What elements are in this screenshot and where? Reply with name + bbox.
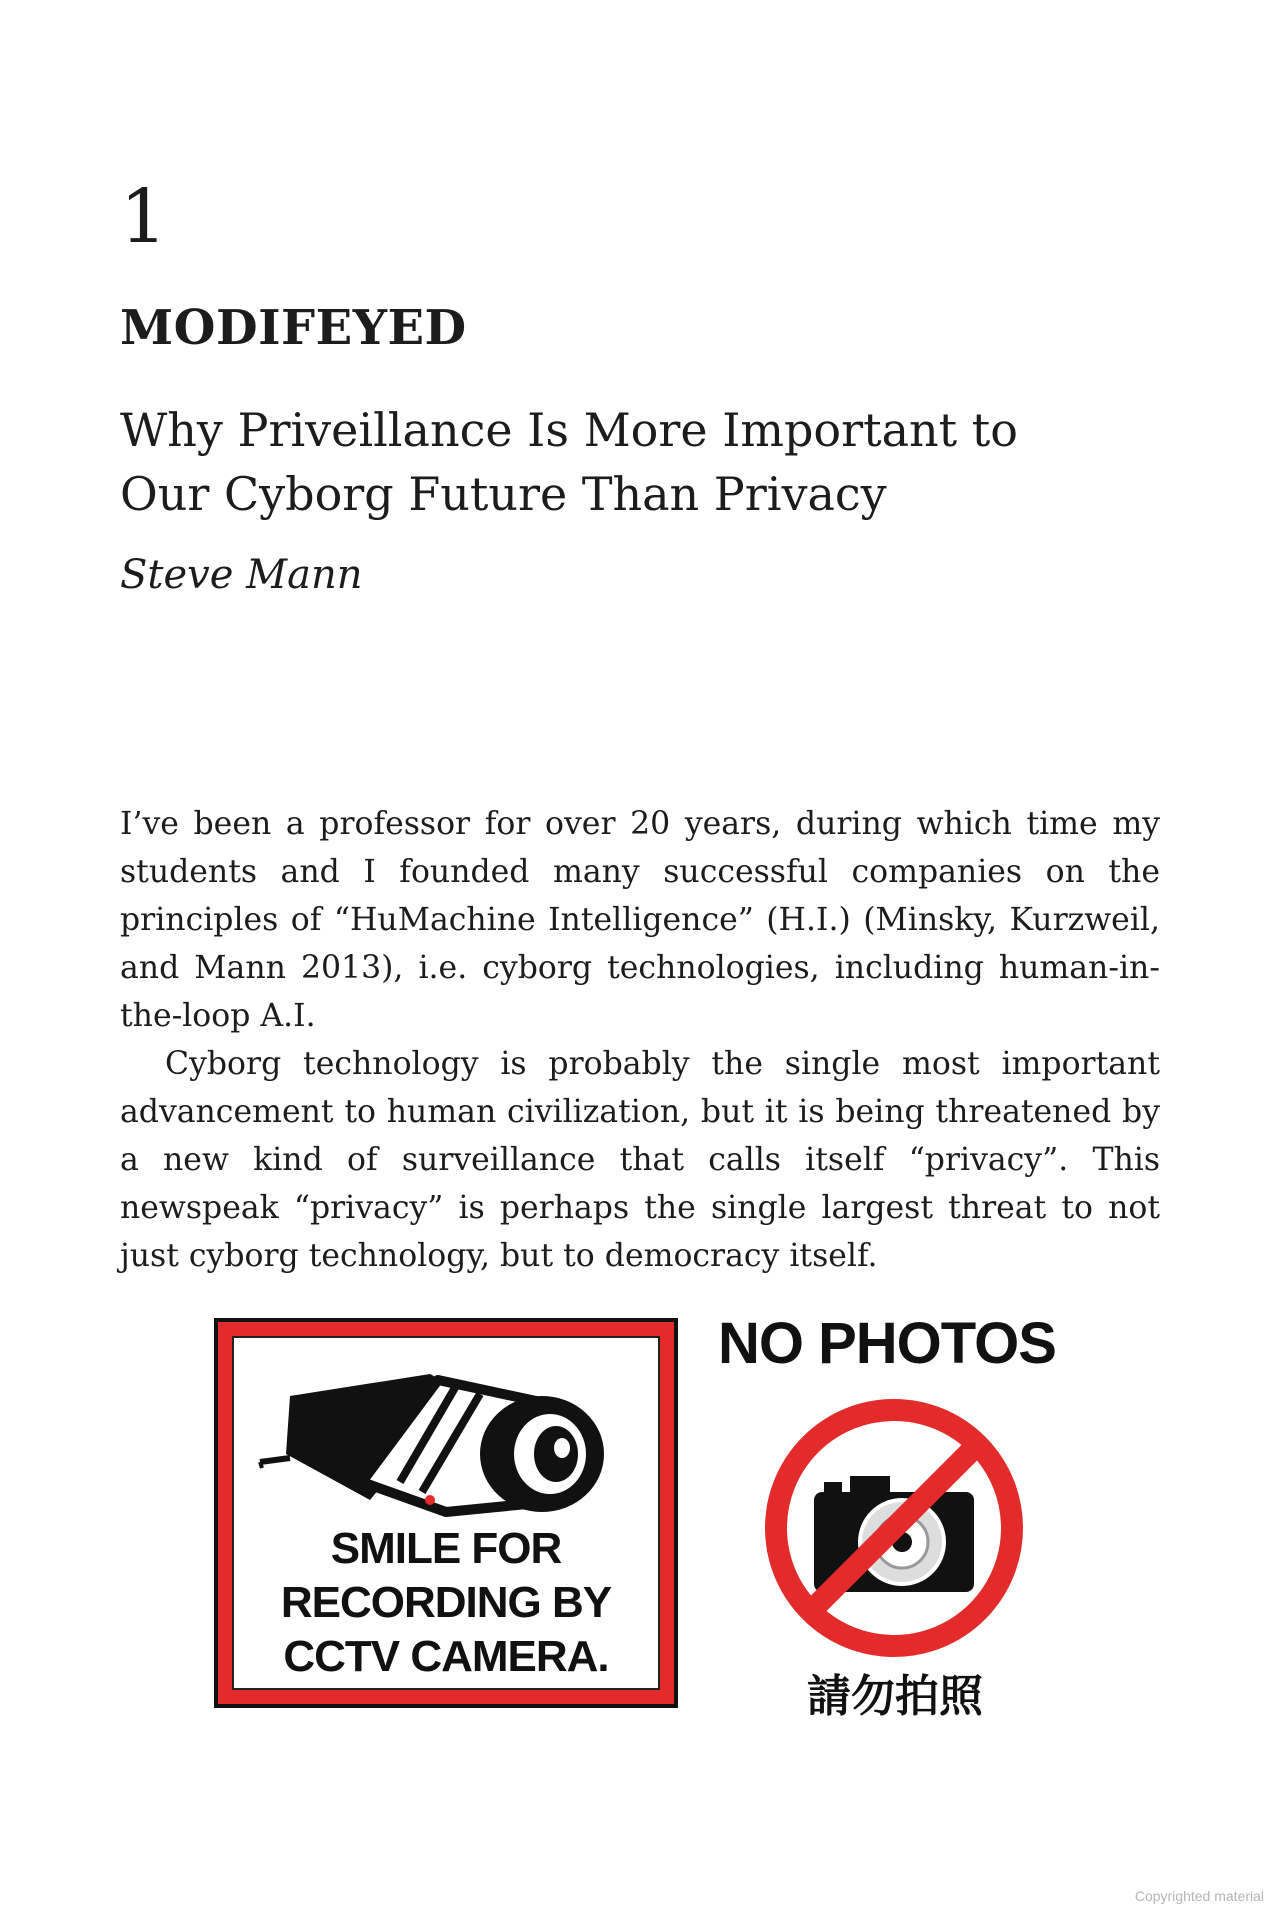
cctv-sign-line: RECORDING BY <box>280 1578 612 1627</box>
cctv-camera-icon <box>250 1350 660 1520</box>
body-text <box>120 800 1160 1280</box>
no-camera-icon <box>762 1396 1026 1660</box>
chapter-number: 1 <box>120 174 168 260</box>
copyright-watermark: Copyrighted material <box>1134 1888 1264 1904</box>
chapter-title: MODIFEYED <box>120 300 467 356</box>
cctv-sign-text <box>234 1522 658 1684</box>
paragraph-1: I’ve been a professor for over 20 years, during which time my students and I founded many successful companies on the principles of “HuMachine Intelligence” (H.I.) (Minsky, Kurzweil, and Mann 2013), i.e. cyborg technologies, including human-in-the-loop A.I. <box>120 806 1160 1034</box>
cctv-sign-line: SMILE FOR <box>330 1524 562 1573</box>
chapter-subtitle: Why Priveillance Is More Important to Our Cyborg Future Than Privacy <box>120 403 1018 521</box>
cctv-sign-image <box>214 1318 678 1708</box>
cctv-sign-line: CCTV CAMERA. <box>283 1632 609 1681</box>
cctv-sign-panel <box>232 1336 660 1690</box>
author-name: Steve Mann <box>120 552 363 598</box>
no-photos-title: NO PHOTOS <box>718 1311 1056 1376</box>
no-photos-chinese-text: 請勿拍照 <box>807 1671 983 1722</box>
paragraph-2: Cyborg technology is probably the single most important advancement to human civilization, but it is being threatened by a new kind of surveillance that calls itself “privacy”. This newspeak “privacy” is perhaps the single largest threat to not just cyborg technology, but to democracy itself. <box>120 1046 1160 1274</box>
